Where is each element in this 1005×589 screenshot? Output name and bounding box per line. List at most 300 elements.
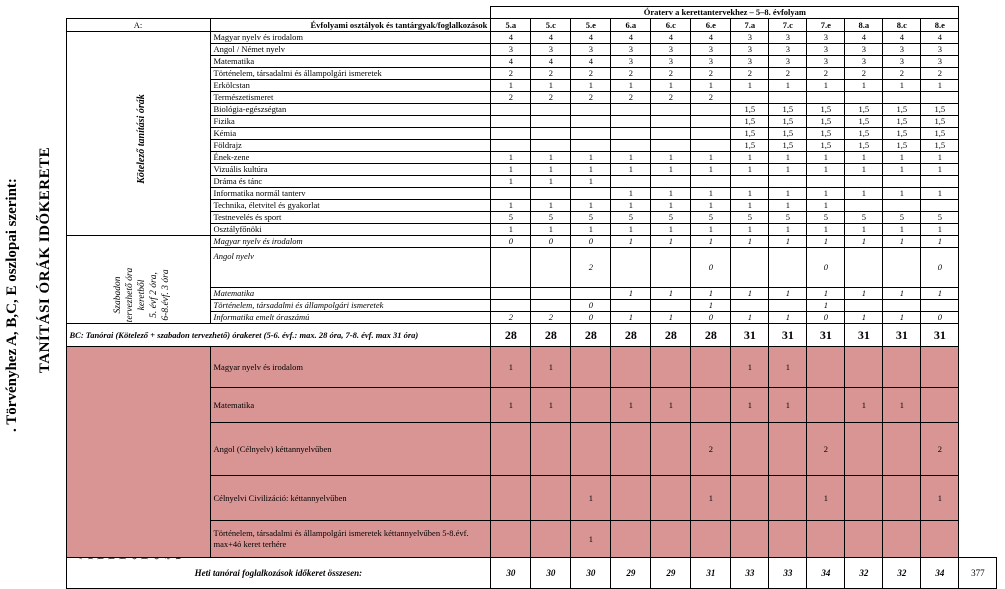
table-cell: 3 (571, 44, 611, 56)
table-cell: 1 (731, 188, 769, 200)
table-cell (883, 300, 921, 312)
table-cell: 1 (731, 164, 769, 176)
table-cell: 1,5 (731, 128, 769, 140)
subject-label: Testnevelés és sport (210, 212, 491, 224)
table-cell: 4 (491, 32, 531, 44)
class-header: 5.a (491, 19, 531, 32)
table-cell (651, 128, 691, 140)
table-cell: 1 (611, 200, 651, 212)
table-cell (845, 92, 883, 104)
table-cell: 31 (807, 324, 845, 347)
table-cell: 34 (807, 558, 845, 589)
table-cell (491, 116, 531, 128)
table-cell: 4 (491, 56, 531, 68)
table-cell (691, 128, 731, 140)
side-optional-line: 6-8.évf. 3 óra (161, 269, 171, 321)
table-cell: 1 (883, 164, 921, 176)
table-cell: 1 (883, 312, 921, 324)
table-cell (807, 176, 845, 188)
table-cell: 5 (807, 212, 845, 224)
table-cell (491, 248, 531, 288)
table-cell: 3 (845, 44, 883, 56)
table-cell: 3 (921, 44, 959, 56)
table-cell: 1 (691, 476, 731, 521)
table-cell (731, 92, 769, 104)
table-cell: 0 (531, 236, 571, 248)
table-cell (883, 200, 921, 212)
subject-label: Dráma és tánc (210, 176, 491, 188)
table-cell: 5 (691, 212, 731, 224)
table-cell: 4 (531, 32, 571, 44)
subject-label: Természetismeret (210, 92, 491, 104)
spacer (32, 7, 491, 19)
column-header: Évfolyami osztályok és tantárgyak/foglalkozások (210, 19, 491, 32)
table-cell (531, 423, 571, 476)
table-cell (807, 347, 845, 388)
table-cell: 1 (883, 288, 921, 300)
table-cell: 1 (807, 200, 845, 212)
table-cell: 31 (845, 324, 883, 347)
table-cell (611, 104, 651, 116)
class-header: 6.c (651, 19, 691, 32)
table-cell (691, 521, 731, 558)
table-cell (691, 176, 731, 188)
table-cell: 1 (491, 164, 531, 176)
table-cell: 1 (845, 388, 883, 423)
table-cell: 1 (769, 288, 807, 300)
table-cell: 1,5 (845, 140, 883, 152)
side-optional-line: 5. évf 2 óra, (149, 272, 159, 318)
table-cell: 1 (769, 164, 807, 176)
table-cell: 31 (769, 324, 807, 347)
table-cell: 2 (807, 423, 845, 476)
table-cell: 1 (883, 236, 921, 248)
table-cell: 1 (571, 80, 611, 92)
table-cell: 2 (491, 312, 531, 324)
table-cell: 2 (883, 68, 921, 80)
table-cell (571, 188, 611, 200)
table-cell (769, 248, 807, 288)
table-cell: 34 (921, 558, 959, 589)
table-cell: 1 (651, 312, 691, 324)
table-cell (611, 347, 651, 388)
table-cell: 2 (845, 68, 883, 80)
subject-label: Célnyelvi Civilizáció: kéttannyelvűben (210, 476, 491, 521)
table-cell (845, 248, 883, 288)
table-cell (531, 188, 571, 200)
table-cell: 2 (921, 68, 959, 80)
group-optional (66, 236, 210, 324)
table-cell: 1 (611, 312, 651, 324)
table-cell: 1 (921, 188, 959, 200)
table-cell: 3 (611, 44, 651, 56)
table-cell: 1 (571, 200, 611, 212)
table-cell: 30 (531, 558, 571, 589)
table-cell: 1 (611, 388, 651, 423)
table-cell (731, 300, 769, 312)
group-mandatory (66, 32, 210, 236)
table-cell (611, 176, 651, 188)
table-cell (571, 128, 611, 140)
table-cell: 1 (611, 80, 651, 92)
table-cell (883, 176, 921, 188)
table-cell (883, 347, 921, 388)
table-cell: 1,5 (731, 104, 769, 116)
table-cell (651, 140, 691, 152)
table-cell (491, 104, 531, 116)
table-cell: 1 (731, 80, 769, 92)
table-cell (691, 104, 731, 116)
table-cell (845, 476, 883, 521)
table-cell: 29 (611, 558, 651, 589)
table-cell (769, 521, 807, 558)
group-bilingual (66, 347, 210, 558)
table-cell: 1 (531, 164, 571, 176)
table-title-row (32, 7, 997, 19)
table-cell: 3 (769, 56, 807, 68)
table-cell: 2 (691, 92, 731, 104)
table-cell: 1 (611, 188, 651, 200)
table-cell (491, 140, 531, 152)
table-cell: 3 (769, 44, 807, 56)
table-cell (571, 347, 611, 388)
table-cell: 1 (571, 164, 611, 176)
subject-label: Matematika (210, 56, 491, 68)
subject-label: Matematika (210, 388, 491, 423)
table-cell (845, 300, 883, 312)
table-cell (883, 423, 921, 476)
table-cell: 1 (769, 312, 807, 324)
class-header: 7.a (731, 19, 769, 32)
table-cell (651, 423, 691, 476)
table-cell (769, 476, 807, 521)
table-cell: 1 (769, 188, 807, 200)
table-cell: 2 (651, 92, 691, 104)
subject-label: Angol (Célnyelv) kéttannyelvűben (210, 423, 491, 476)
table-cell: 1,5 (769, 116, 807, 128)
table-cell: 1 (691, 80, 731, 92)
subject-label: Magyar nyelv és irodalom (210, 347, 491, 388)
table-cell: 1 (531, 388, 571, 423)
table-cell: 1 (921, 476, 959, 521)
table-cell: 28 (651, 324, 691, 347)
table-cell (845, 347, 883, 388)
table-cell (651, 300, 691, 312)
table-cell: 1,5 (921, 128, 959, 140)
table-cell: 3 (807, 56, 845, 68)
subject-label: Történelem, társadalmi és állampolgári ismeretek (210, 300, 491, 312)
table-cell: 1 (845, 288, 883, 300)
table-cell: 3 (531, 44, 571, 56)
table-cell: 1,5 (731, 140, 769, 152)
table-cell: 5 (611, 212, 651, 224)
table-cell: 1 (769, 152, 807, 164)
class-header: 7.e (807, 19, 845, 32)
table-cell: 1 (807, 224, 845, 236)
table-cell: 1 (611, 224, 651, 236)
table-cell: 3 (731, 44, 769, 56)
table-cell (571, 388, 611, 423)
table-cell: 2 (571, 248, 611, 288)
table-cell: 5 (571, 212, 611, 224)
table-cell: 1 (845, 164, 883, 176)
table-cell: 1 (691, 188, 731, 200)
table-cell (845, 423, 883, 476)
table-cell: 3 (883, 56, 921, 68)
table-cell (921, 92, 959, 104)
table-cell (807, 92, 845, 104)
table-cell (611, 521, 651, 558)
table-cell: 1 (807, 300, 845, 312)
table-cell: 1 (883, 80, 921, 92)
table-cell: 1 (531, 224, 571, 236)
class-header: 8.c (883, 19, 921, 32)
class-header: 5.c (531, 19, 571, 32)
table-cell: 31 (883, 324, 921, 347)
table-cell: 0 (571, 300, 611, 312)
table-cell: 31 (691, 558, 731, 589)
table-cell: 1,5 (731, 116, 769, 128)
table-cell: 1 (731, 388, 769, 423)
table-cell: 4 (571, 32, 611, 44)
table-cell (611, 300, 651, 312)
table-cell: 2 (691, 423, 731, 476)
table-row (32, 347, 997, 388)
table-cell: 3 (731, 32, 769, 44)
table-cell: 1 (651, 288, 691, 300)
table-cell: 1 (921, 164, 959, 176)
table-cell: 3 (921, 56, 959, 68)
table-cell (491, 188, 531, 200)
table-cell: 1 (531, 347, 571, 388)
side-mandatory-label: Kötelező tanítási órák (136, 94, 147, 184)
table-cell: 0 (921, 312, 959, 324)
side-optional-line: keretből (137, 279, 147, 311)
table-cell: 1 (691, 300, 731, 312)
table-cell: 1 (731, 200, 769, 212)
table-cell: 1,5 (845, 104, 883, 116)
class-header: 8.e (921, 19, 959, 32)
table-cell (571, 140, 611, 152)
table-cell (883, 92, 921, 104)
table-cell: 1 (921, 152, 959, 164)
total-label: Heti tanórai foglalkozások időkeret összesen: (66, 558, 491, 589)
table-cell (769, 176, 807, 188)
table-cell: 1,5 (883, 128, 921, 140)
table-cell: 1 (531, 152, 571, 164)
subject-label: Angol / Német nyelv (210, 44, 491, 56)
table-cell: 0 (921, 248, 959, 288)
table-cell (921, 300, 959, 312)
table-cell: 5 (491, 212, 531, 224)
table-cell (571, 423, 611, 476)
table-cell: 4 (571, 56, 611, 68)
table-cell: 1,5 (769, 128, 807, 140)
table-cell (921, 388, 959, 423)
table-cell: 5 (769, 212, 807, 224)
table-cell (845, 200, 883, 212)
table-cell: 1 (491, 176, 531, 188)
table-cell: 1 (491, 224, 531, 236)
table-cell (807, 388, 845, 423)
table-cell: 1,5 (769, 140, 807, 152)
table-cell: 1 (491, 152, 531, 164)
table-row (32, 236, 997, 248)
table-cell: 1 (921, 288, 959, 300)
table-cell: 1 (651, 224, 691, 236)
table-cell: 1 (845, 80, 883, 92)
table-cell: 4 (691, 32, 731, 44)
table-cell: 3 (651, 44, 691, 56)
table-cell: 1 (807, 288, 845, 300)
table-cell: 1,5 (807, 116, 845, 128)
table-cell: 4 (651, 32, 691, 44)
table-cell: 1 (651, 152, 691, 164)
table-cell: 5 (651, 212, 691, 224)
table-cell: 3 (883, 44, 921, 56)
table-cell: 32 (845, 558, 883, 589)
table-cell: 4 (845, 32, 883, 44)
table-cell: 2 (651, 68, 691, 80)
table-cell: 1 (769, 236, 807, 248)
table-cell: 28 (491, 324, 531, 347)
table-cell (921, 521, 959, 558)
table-cell (883, 521, 921, 558)
table-cell: 1 (691, 164, 731, 176)
table-cell (531, 104, 571, 116)
table-cell: 28 (571, 324, 611, 347)
table-cell (769, 92, 807, 104)
table-cell (651, 176, 691, 188)
table-cell: 1 (845, 312, 883, 324)
table-title: Óraterv a kerettantervekhez – 5–8. évfolyam (491, 7, 959, 19)
table-cell: 1 (691, 200, 731, 212)
table-cell: 3 (731, 56, 769, 68)
table-cell (491, 300, 531, 312)
table-cell: 1 (491, 80, 531, 92)
table-cell: 1 (531, 176, 571, 188)
class-header: 8.a (845, 19, 883, 32)
table-cell (611, 476, 651, 521)
table-cell: 4 (921, 32, 959, 44)
table-cell: 1 (845, 152, 883, 164)
subject-label: Történelem, társadalmi és állampolgári ismeretek kéttannyelvűben 5-8.évf. max+4ó keret terhére (210, 521, 491, 558)
curriculum-table (32, 6, 997, 589)
table-cell: 1 (731, 312, 769, 324)
table-cell: 1 (611, 152, 651, 164)
subject-label: Fizika (210, 116, 491, 128)
table-cell: 1 (651, 388, 691, 423)
table-cell (731, 521, 769, 558)
table-header-row (32, 19, 997, 32)
table-cell: 1,5 (883, 140, 921, 152)
side-idokeret-label: TANÍTÁSI ÓRÁK IDŐKERETE (37, 146, 53, 374)
table-cell: 2 (691, 68, 731, 80)
table-cell (611, 423, 651, 476)
table-cell: 1 (769, 200, 807, 212)
table-cell: 0 (807, 248, 845, 288)
table-cell (731, 248, 769, 288)
table-cell (883, 248, 921, 288)
table-cell: 1 (691, 288, 731, 300)
side-title: . Törvényhez A, B,C, E oszlopai szerint: (4, 178, 20, 432)
subject-label: Vizuális kultúra (210, 164, 491, 176)
table-cell: 1,5 (921, 140, 959, 152)
subject-label: Történelem, társadalmi és állampolgári ismeretek (210, 68, 491, 80)
table-cell: 3 (845, 56, 883, 68)
table-cell: 1 (845, 188, 883, 200)
subject-label: Osztályfőnöki (210, 224, 491, 236)
table-cell: 1 (769, 224, 807, 236)
table-cell: 3 (491, 44, 531, 56)
table-cell: 1 (691, 236, 731, 248)
table-cell: 1 (651, 188, 691, 200)
table-cell (769, 300, 807, 312)
table-cell: 1,5 (807, 140, 845, 152)
table-cell (531, 140, 571, 152)
table-cell: 30 (491, 558, 531, 589)
table-cell: 1 (731, 236, 769, 248)
table-cell: 2 (571, 92, 611, 104)
table-cell: 2 (769, 68, 807, 80)
table-cell: 1 (611, 236, 651, 248)
table-cell: 1,5 (883, 104, 921, 116)
table-cell (531, 248, 571, 288)
table-cell (611, 116, 651, 128)
table-cell: 4 (611, 32, 651, 44)
table-cell: 33 (769, 558, 807, 589)
table-cell: 2 (491, 92, 531, 104)
subject-label: Technika, életvitel és gyakorlat (210, 200, 491, 212)
table-cell (491, 128, 531, 140)
table-cell (691, 116, 731, 128)
table-cell: 0 (691, 312, 731, 324)
table-row (32, 32, 997, 44)
table-cell (531, 476, 571, 521)
table-cell (611, 128, 651, 140)
total-sum: 377 (959, 558, 997, 589)
class-header: 7.c (769, 19, 807, 32)
table-cell (921, 176, 959, 188)
table-cell (731, 423, 769, 476)
subject-label: Magyar nyelv és irodalom (210, 236, 491, 248)
table-cell: 1 (571, 476, 611, 521)
spacer (32, 19, 66, 32)
table-cell (651, 476, 691, 521)
table-cell: 3 (651, 56, 691, 68)
table-cell: 1,5 (769, 104, 807, 116)
table-cell: 1 (883, 224, 921, 236)
table-cell: 1 (691, 152, 731, 164)
table-cell: 28 (531, 324, 571, 347)
table-cell (769, 423, 807, 476)
subject-label: Informatika emelt óraszámú (210, 312, 491, 324)
table-cell: 3 (691, 44, 731, 56)
table-cell (651, 104, 691, 116)
table-cell: 1 (651, 164, 691, 176)
table-cell: 1 (807, 188, 845, 200)
table-cell: 1 (731, 152, 769, 164)
table-cell (571, 288, 611, 300)
table-cell: 1,5 (845, 116, 883, 128)
table-cell: 1 (491, 388, 531, 423)
table-cell: 1 (651, 200, 691, 212)
table-cell: 28 (611, 324, 651, 347)
table-cell: 0 (571, 236, 611, 248)
table-cell: 5 (883, 212, 921, 224)
class-header: 6.e (691, 19, 731, 32)
bc-total-row (32, 324, 997, 347)
